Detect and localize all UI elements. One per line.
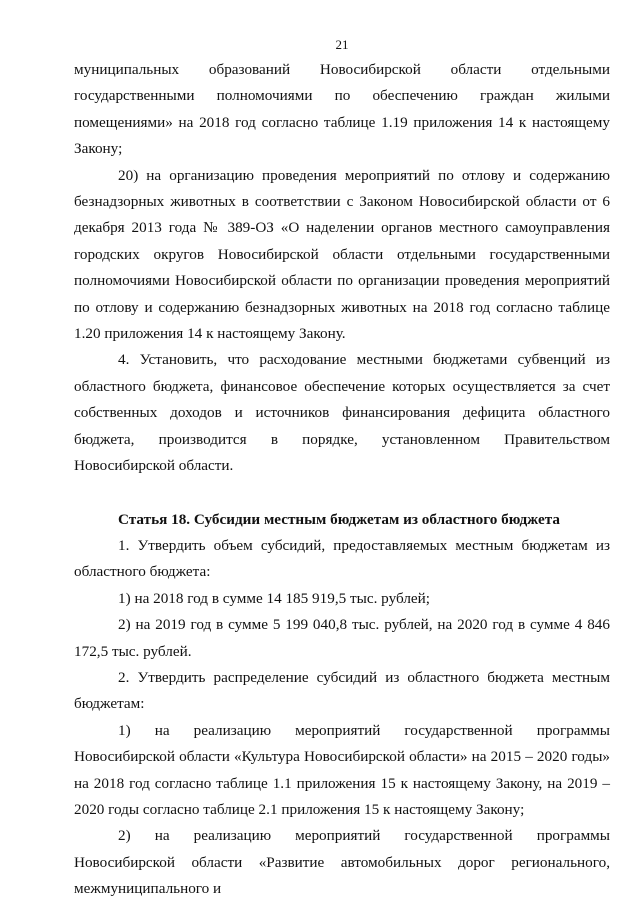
- page-number: 21: [335, 37, 349, 52]
- article-18-heading: Статья 18. Субсидии местным бюджетам из областного бюджета: [118, 510, 560, 528]
- article-subitem-2-1: 1) на реализацию мероприятий государственной программы Новосибирской области «Культура Новосибирской области» на 2015 – 2020 годы» на 2018 год согласно таблице 1.1 приложения 15 к настоящему Закону, на 2019 – 2020 годы согласно таблице 2.1 приложения 15 к настоящему Закону;: [74, 721, 610, 818]
- article-paragraph-2: 2. Утвердить распределение субсидий из областного бюджета местным бюджетам:: [74, 668, 610, 713]
- paragraph-item-4: 4. Установить, что расходование местными бюджетами субвенций из областного бюджета, финансовое обеспечение которых осуществляется за счет собственных доходов и источников финансирования дефицита областного бюджета, производится в порядке, установленном Правительством Новосибирской области.: [74, 351, 610, 475]
- article-subitem-1: 1) на 2018 год в сумме 14 185 919,5 тыс. рублей;: [118, 589, 430, 607]
- article-paragraph-1: 1. Утвердить объем субсидий, предоставляемых местным бюджетам из областного бюджета:: [74, 536, 610, 581]
- section-gap: [74, 480, 610, 494]
- article-subitem-2-2: 2) на реализацию мероприятий государственной программы Новосибирской области «Развитие автомобильных дорог регионального, межмуниципального и: [74, 827, 610, 898]
- paragraph-item-20: 20) на организацию проведения мероприятий по отлову и содержанию безнадзорных животных в соответствии с Законом Новосибирской области от 6 декабря 2013 года № 389-ОЗ «О наделении органов местного самоуправления городских округов Новосибирской области отдельными государственными полномочиями Новосибирской области по организации проведения мероприятий по отлову и содержанию безнадзорных животных на 2018 год согласно таблице 1.20 приложения 14 к настоящему Закону.: [74, 166, 610, 343]
- paragraph-continuation: муниципальных образований Новосибирской области отдельными государственными полномочиями по обеспечению граждан жилыми помещениями» на 2018 год согласно таблице 1.19 приложения 14 к настоящему Закону;: [74, 61, 610, 158]
- article-subitem-2: 2) на 2019 год в сумме 5 199 040,8 тыс. рублей, на 2020 год в сумме 4 846 172,5 тыс. рублей.: [74, 616, 610, 660]
